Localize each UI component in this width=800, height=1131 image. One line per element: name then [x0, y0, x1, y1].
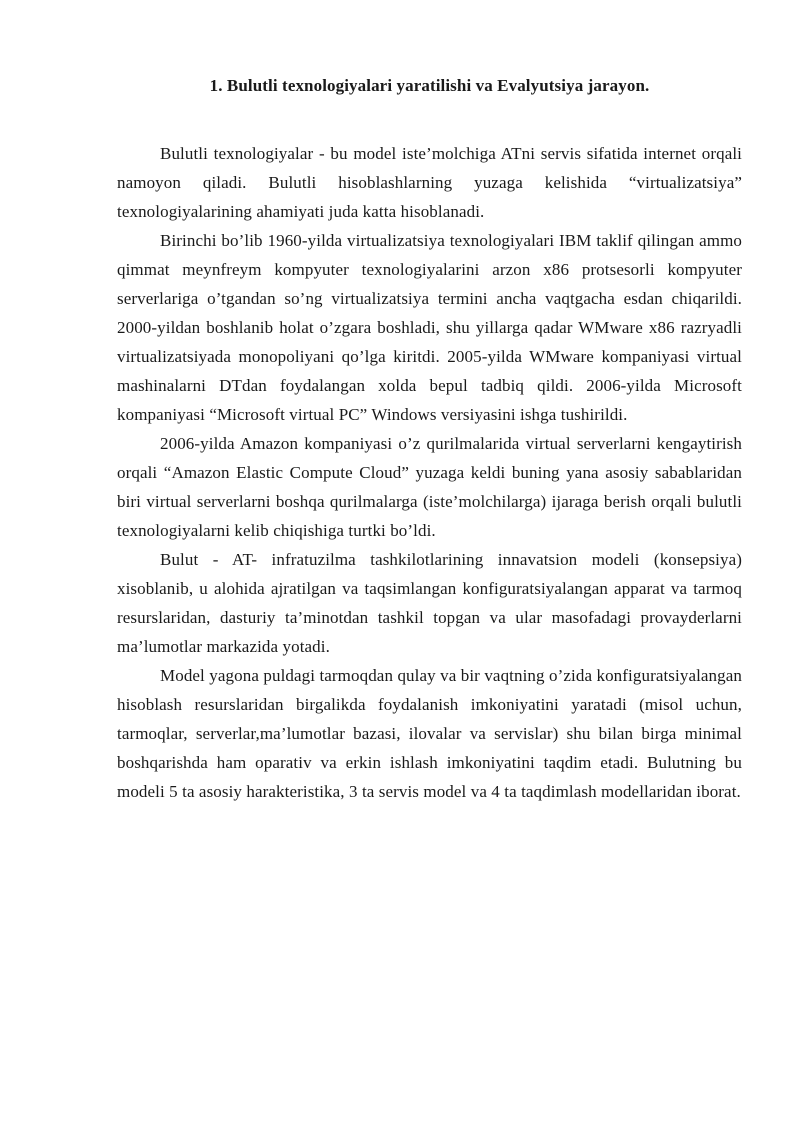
paragraph-history: Birinchi bo’lib 1960-yilda virtualizatsiya texnologiyalari IBM taklif qilingan ammo qimmat meynfreym kompyuter texnologiyalarini arzon x86 protsesorli kompyuter serverlariga o’tgandan so’ng virtualizatsiya termini ancha vaqtgacha esdan chiqarildi. 2000-yildan boshlanib holat o’zgara boshladi, shu yillarga qadar WMware x86 razryadli virtualizatsiyada monopoliyani qo’lga kiritdi. 2005-yilda WMware kompaniyasi virtual mashinalarni DTdan foydalangan xolda bepul tadbiq qildi. 2006-yilda Microsoft kompaniyasi “Microsoft virtual PC” Windows versiyasini ishga tushirildi.	[117, 231, 742, 424]
section-heading: 1. Bulutli texnologiyalari yaratilishi va Evalyutsiya jarayon.	[209, 76, 650, 95]
paragraph-intro: Bulutli texnologiyalar - bu model iste’molchiga ATni servis sifatida internet orqali namoyon qiladi. Bulutli hisoblashlarning yuzaga kelishida “virtualizatsiya” texnologiyalarining ahamiyati juda katta hisoblanadi.	[117, 144, 742, 221]
paragraph-cloud-definition: Bulut - AT- infratuzilma tashkilotlarining innavatsion modeli (konsepsiya) xisoblanib, u alohida ajratilgan va taqsimlangan konfiguratsiyalangan apparat va tarmoq resurslaridan, dasturiy ta’minotdan tashkil topgan va ular masofadagi provayderlarni ma’lumotlar markazida yotadi.	[117, 550, 742, 656]
paragraph-amazon: 2006-yilda Amazon kompaniyasi o’z qurilmalarida virtual serverlarni kengaytirish orqali “Amazon Elastic Compute Cloud” yuzaga keldi buning yana asosiy sabablaridan biri virtual serverlarni boshqa qurilmalarga (iste’molchilarga) ijaraga berish orqali bulutli texnologiyalarni kelib chiqishiga turtki bo’ldi.	[117, 434, 742, 540]
paragraph-model: Model yagona puldagi tarmoqdan qulay va bir vaqtning o’zida konfiguratsiyalangan hisoblash resurslaridan birgalikda foydalanish imkoniyatini yaratadi (misol uchun, tarmoqlar, serverlar,ma’lumotlar bazasi, ilovalar va servislar) shu bilan birga minimal boshqarishda ham oparativ va erkin ishlash imkoniyatini taqdim etadi. Bulutning bu modeli 5 ta asosiy harakteristika, 3 ta servis model va 4 ta taqdimlash modellaridan iborat.	[117, 666, 742, 801]
